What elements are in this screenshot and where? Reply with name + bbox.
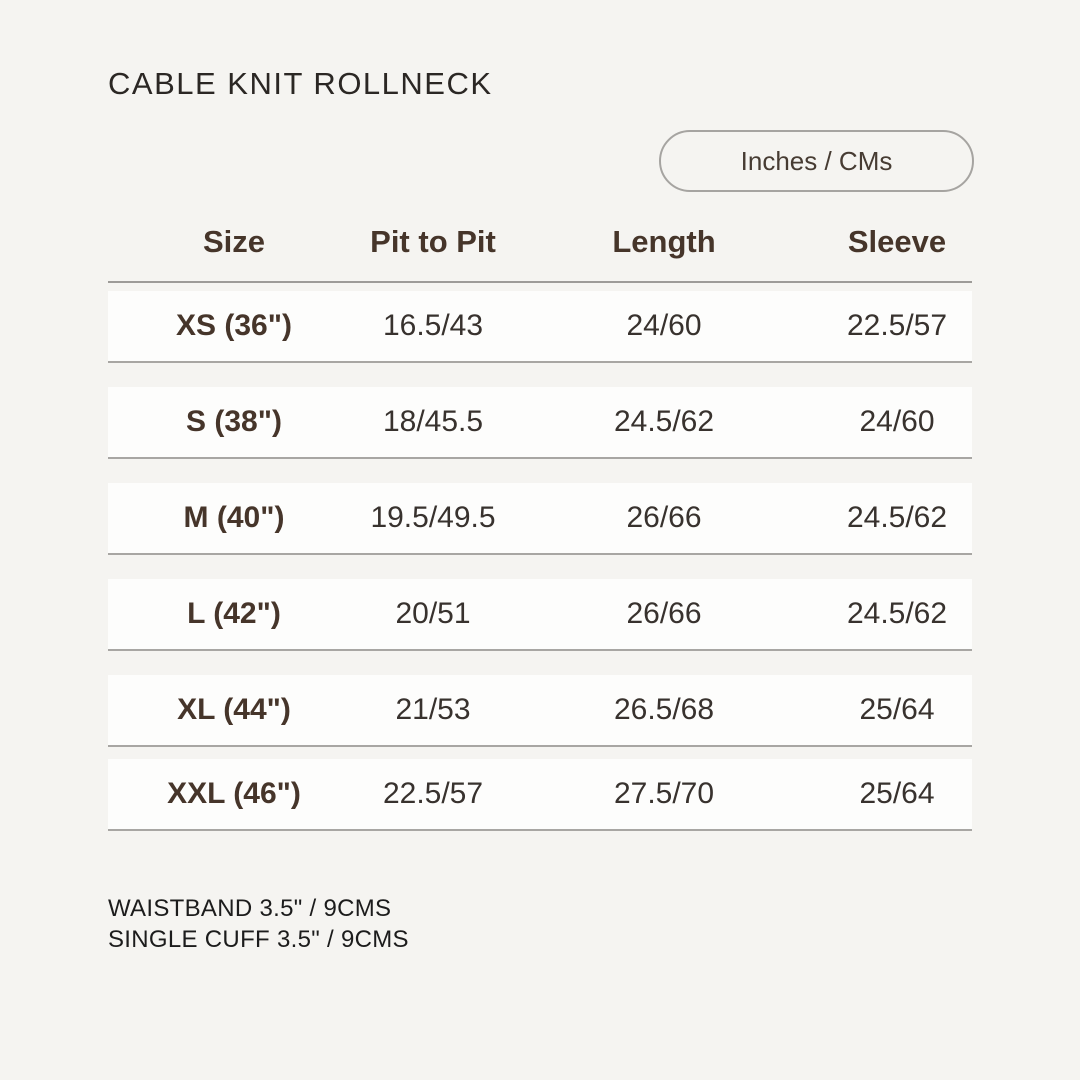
length-cell: 26.5/68 (613, 693, 715, 726)
size-cell: L (42") (187, 597, 281, 630)
cuff-note: SINGLE CUFF 3.5" / 9CMS (108, 926, 409, 953)
column-header-pit-to-pit: Pit to Pit (370, 224, 496, 259)
length-cell: 26/66 (626, 501, 702, 534)
sleeve-cell: 25/64 (859, 777, 935, 810)
column-header-sleeve: Sleeve (847, 224, 947, 259)
size-table-header (108, 220, 972, 264)
pit-to-pit-cell: 19.5/49.5 (370, 501, 496, 534)
pit-to-pit-cell: 21/53 (395, 693, 471, 726)
size-cell: XL (44") (177, 693, 291, 726)
table-row (108, 387, 972, 459)
length-cell: 24/60 (626, 309, 702, 342)
sleeve-cell: 25/64 (859, 693, 935, 726)
pit-to-pit-cell: 16.5/43 (382, 309, 484, 342)
header-divider (108, 281, 972, 283)
size-table (108, 220, 972, 831)
unit-toggle-label: Inches / CMs (740, 145, 893, 176)
footnotes (108, 893, 409, 955)
table-row (108, 675, 972, 747)
sleeve-cell: 22.5/57 (846, 309, 948, 342)
size-cell: M (40") (183, 501, 285, 534)
unit-toggle-pill[interactable] (659, 130, 974, 192)
table-row (108, 579, 972, 651)
length-cell: 26/66 (626, 597, 702, 630)
table-row (108, 759, 972, 831)
column-header-length: Length (612, 224, 716, 259)
product-title: CABLE KNIT ROLLNECK (108, 66, 493, 101)
waistband-note: WAISTBAND 3.5" / 9CMS (108, 895, 392, 922)
size-cell: XS (36") (176, 309, 292, 342)
length-cell: 27.5/70 (613, 777, 715, 810)
pit-to-pit-cell: 18/45.5 (382, 405, 484, 438)
table-row (108, 483, 972, 555)
sleeve-cell: 24.5/62 (846, 501, 948, 534)
size-cell: XXL (46") (167, 777, 301, 810)
size-table-body (108, 291, 972, 831)
length-cell: 24.5/62 (613, 405, 715, 438)
sleeve-cell: 24/60 (859, 405, 935, 438)
pit-to-pit-cell: 20/51 (395, 597, 471, 630)
size-cell: S (38") (186, 405, 282, 438)
sleeve-cell: 24.5/62 (846, 597, 948, 630)
table-row (108, 291, 972, 363)
pit-to-pit-cell: 22.5/57 (382, 777, 484, 810)
column-header-size: Size (202, 224, 266, 259)
